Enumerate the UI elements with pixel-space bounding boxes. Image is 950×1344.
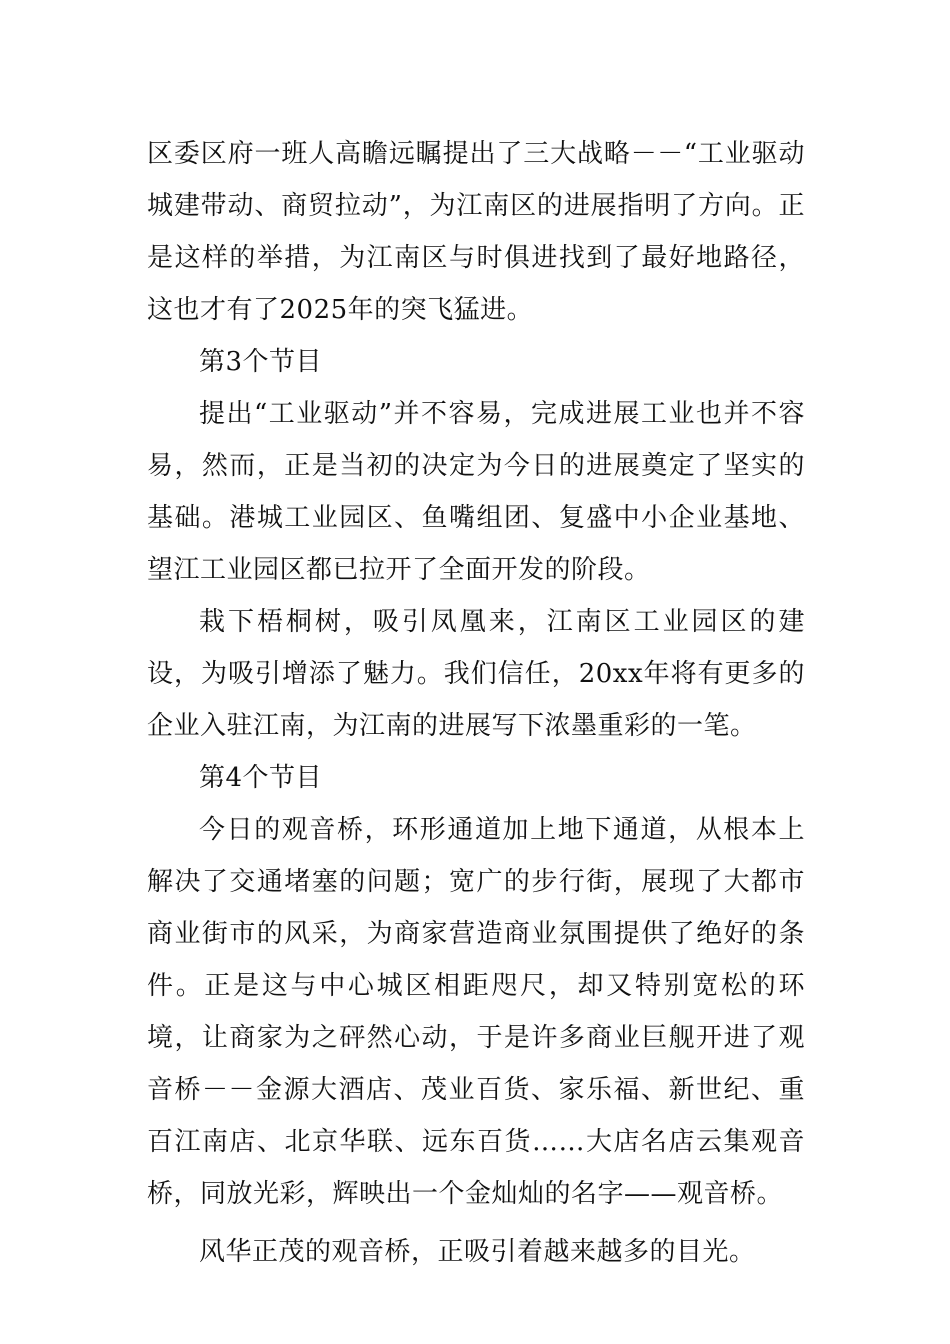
paragraph-guanyinqiao: 今日的观音桥，环形通道加上地下通道，从根本上解决了交通堵塞的问题；宽广的步行街，展现了大都市商业街市的风采，为商家营造商业氛围提供了绝好的条件。正是这与中心城区相距咫尺，却又特别宽松的环境，让商家为之砰然心动，于是许多商业巨舰开进了观音桥－－金源大酒店、茂业百货、家乐福、新世纪、重百江南店、北京华联、远东百货……大店名店云集观音桥，同放光彩，辉映出一个金灿灿的名字——观音桥。 (147, 815, 805, 1209)
section-heading-program-3: 第3个节目 (199, 347, 323, 377)
paragraph-industrial-park: 栽下梧桐树，吸引凤凰来，江南区工业园区的建设，为吸引增添了魅力。我们信任，20xx年将有更多的企业入驻江南，为江南的进展写下浓墨重彩的一笔。 (147, 607, 805, 741)
paragraph-strategy-continued: 区委区府一班人高瞻远瞩提出了三大战略－－“工业驱动城建带动、商贸拉动”，为江南区的进展指明了方向。正是这样的举措，为江南区与时俱进找到了最好地路径，这也才有了2025年的突飞猛进。 (147, 139, 805, 325)
paragraph-closing: 风华正茂的观音桥，正吸引着越来越多的目光。 (199, 1237, 756, 1267)
section-heading-program-4: 第4个节目 (199, 763, 323, 793)
document-body (147, 128, 805, 1278)
paragraph-industry-drive: 提出“工业驱动”并不容易，完成进展工业也并不容易，然而，正是当初的决定为今日的进展奠定了坚实的基础。港城工业园区、鱼嘴组团、复盛中小企业基地、望江工业园区都已拉开了全面开发的阶段。 (147, 399, 805, 585)
